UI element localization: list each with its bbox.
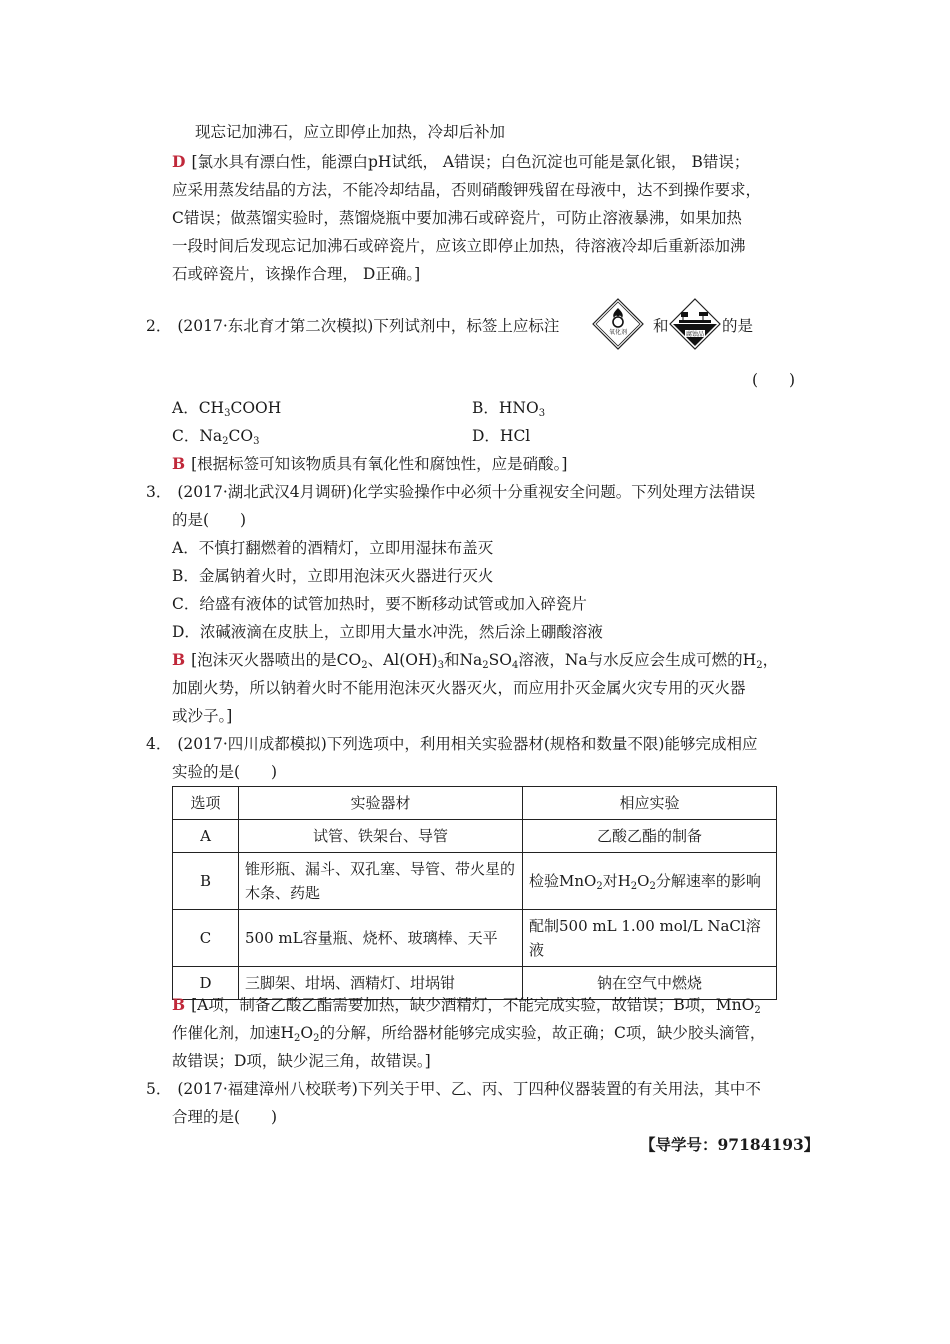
q2-answer-paren: ( ) — [752, 371, 796, 389]
q3-option-a: A．不慎打翻燃着的酒精灯，立即用湿抹布盖灭 — [172, 539, 494, 557]
q3-option-c: C．给盛有液体的试管加热时，要不断移动试管或加入碎瓷片 — [172, 595, 587, 613]
q3-answer: B — [172, 650, 186, 669]
q5-stem-line-2: 合理的是( ) — [172, 1108, 278, 1126]
table-header: 实验器材 — [239, 787, 523, 820]
q2-option-a: A．$CH_3COOH$ — [172, 399, 282, 419]
q2-explanation: B [根据标签可知该物质具有氧化性和腐蚀性，应是硝酸。] — [172, 454, 568, 473]
table-cell: C — [173, 910, 239, 967]
q2-stem-tail: 的是 — [722, 317, 754, 335]
q3-option-b: B．金属钠着火时，立即用泡沫灭火器进行灭火 — [172, 567, 494, 585]
q4-stem-line-2: 实验的是( ) — [172, 763, 278, 781]
q4-explanation-line-2: 作催化剂，加速$H_2O_2$的分解，所给器材能够完成实验，故正确；C项，缺少胶头滴管， — [172, 1024, 766, 1044]
q3-stem-line-1: 3． (2017·湖北武汉4月调研)化学实验操作中必须十分重视安全问题。下列处理方法错误 — [146, 483, 756, 501]
q2-option-b: B．$HNO_3$ — [472, 399, 546, 419]
table-row — [173, 853, 777, 910]
table-cell: 500 mL容量瓶、烧杯、玻璃棒、天平 — [239, 910, 523, 967]
table-header-row — [173, 787, 777, 820]
q1-tail-line: 现忘记加沸石，应立即停止加热，冷却后补加 — [195, 123, 506, 141]
q2-and: 和 — [653, 317, 669, 335]
table-row — [173, 820, 777, 853]
table-cell: D — [173, 967, 239, 1000]
oxidizer-label-text: 氧化剂 — [608, 329, 628, 336]
q4-equipment-table — [172, 786, 777, 1000]
q2-stem: 2． (2017·东北育才第二次模拟)下列试剂中，标签上应标注 — [146, 317, 560, 335]
q1-explanation-line-2: 应采用蒸发结晶的方法，不能冷却结晶，否则硝酸钾残留在母液中，达不到操作要求， — [172, 181, 762, 199]
table-header: 相应实验 — [523, 787, 777, 820]
table-row — [173, 910, 777, 967]
q1-explanation-line-3: C错误；做蒸馏实验时，蒸馏烧瓶中要加沸石或碎瓷片，可防止溶液暴沸，如果加热 — [172, 209, 742, 227]
q3-explanation-line-3: 或沙子。] — [172, 707, 233, 725]
table-cell: 三脚架、坩埚、酒精灯、坩埚钳 — [239, 967, 523, 1000]
table-header: 选项 — [173, 787, 239, 820]
table-cell: 配制500 mL 1.00 mol/L NaCl溶液 — [523, 910, 777, 967]
q4-explanation-line-1: B [A项，制备乙酸乙酯需要加热，缺少酒精灯，不能完成实验，故错误；B项，MnO$_2$ — [172, 995, 761, 1016]
q2-answer: B — [172, 454, 186, 473]
table-cell: B — [173, 853, 239, 910]
q2-option-d: D．HCl — [472, 427, 531, 445]
q2-option-c: C．$Na_2CO_3$ — [172, 427, 260, 447]
table-cell: 钠在空气中燃烧 — [523, 967, 777, 1000]
q4-stem-line-1: 4． (2017·四川成都模拟)下列选项中，利用相关实验器材(规格和数量不限)能够完成相应 — [146, 735, 758, 753]
q4-explanation-line-3: 故错误；D项，缺少泥三角，故错误。] — [172, 1052, 431, 1070]
q5-stem-line-1: 5． (2017·福建漳州八校联考)下列关于甲、乙、丙、丁四种仪器装置的有关用法，其中不 — [146, 1080, 761, 1098]
table-cell: 乙酸乙酯的制备 — [523, 820, 777, 853]
q1-answer: D — [172, 152, 186, 171]
corrosive-hazard-icon — [669, 298, 721, 350]
q3-stem-line-2: 的是( ) — [172, 511, 247, 529]
q3-option-d: D．浓碱液滴在皮肤上，立即用大量水冲洗，然后涂上硼酸溶液 — [172, 623, 603, 641]
table-cell: A — [173, 820, 239, 853]
q3-explanation-line-2: 加剧火势，所以钠着火时不能用泡沫灭火器灭火，而应用扑灭金属火灾专用的灭火器 — [172, 679, 746, 697]
q1-explanation-line-5: 石或碎瓷片，该操作合理， D正确。] — [172, 265, 421, 283]
table-cell: 试管、铁架台、导管 — [239, 820, 523, 853]
q1-explanation-line-4: 一段时间后发现忘记加沸石或碎瓷片，应该立即停止加热，待溶液冷却后重新添加沸 — [172, 237, 746, 255]
oxidizer-hazard-icon — [592, 298, 644, 350]
guide-number: 【导学号：97184193】 — [640, 1135, 820, 1154]
q1-explanation-line-1: D [氯水具有漂白性，能漂白pH试纸， A错误；白色沉淀也可能是氯化银， B错误； — [172, 152, 750, 171]
q3-explanation-line-1: B [泡沫灭火器喷出的是$CO_2$、$Al(OH)_3$和$Na_2SO_4$溶液，Na与水反应会生成可燃的$H_2$， — [172, 650, 779, 671]
table-cell: 锥形瓶、漏斗、双孔塞、导管、带火星的木条、药匙 — [239, 853, 523, 910]
q4-answer: B — [172, 995, 186, 1014]
table-cell: 检验MnO$_2$对$H_2O_2$分解速率的影响 — [523, 853, 777, 910]
corrosive-label-text: 腐蚀品 — [685, 331, 705, 338]
